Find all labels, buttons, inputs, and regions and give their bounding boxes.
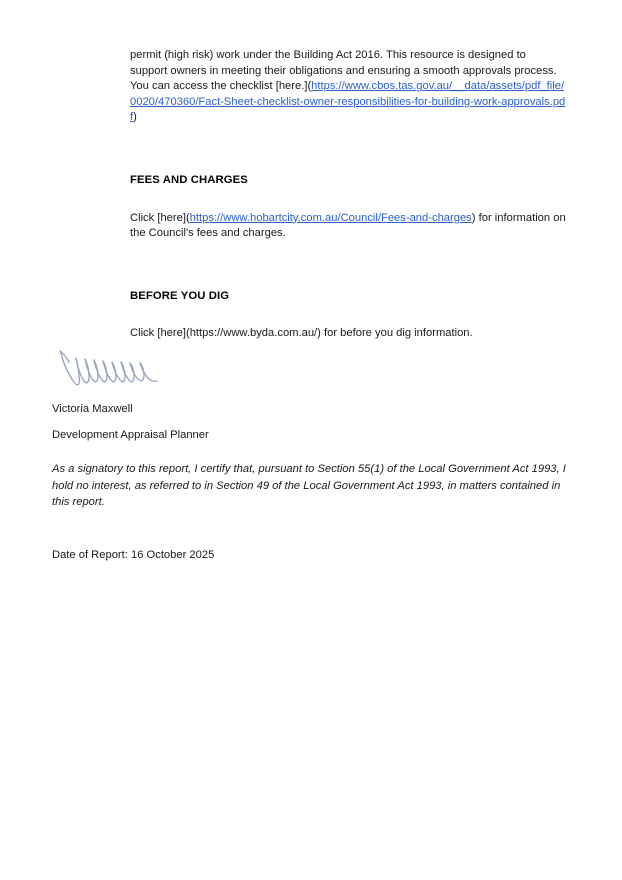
fees-paragraph-text: Click [here]( bbox=[130, 211, 190, 224]
body-content-column bbox=[130, 48, 566, 342]
heading-spacer bbox=[130, 304, 566, 326]
heading-spacer bbox=[130, 189, 566, 211]
checklist-fact-sheet-link[interactable]: https://www.cbos.tas.gov.au/__data/assets/pdf_file/0020/470360/Fact-Sheet-checklist-owner-responsibilities-for-building-work-approvals.pdf bbox=[130, 80, 566, 124]
signature-block bbox=[52, 344, 582, 564]
council-fees-and-charges-link[interactable]: https://www.hobartcity.com.au/Council/Fees-and-charges bbox=[189, 211, 472, 224]
handwritten-signature-icon bbox=[58, 344, 163, 392]
signatory-title: Development Appraisal Planner bbox=[52, 428, 209, 441]
byda-paragraph-text: Click [here]( bbox=[130, 327, 190, 340]
byda-paragraph-text-tail: ) for before you dig information. bbox=[317, 327, 473, 340]
intro-paragraph-text: permit (high risk) work under the Building Act 2016. This resource is designed to support owners in meeting their obligations and ensuring a smooth approvals process. You can access the checklist [here.]( bbox=[130, 49, 557, 93]
intro-paragraph-text-tail: ) bbox=[133, 111, 137, 124]
byda-url-text: https://www.byda.com.au/ bbox=[189, 327, 318, 340]
signatory-name: Victoria Maxwell bbox=[52, 403, 133, 415]
fees-paragraph-text-tail: ) for information on the Council's fees and charges. bbox=[130, 211, 566, 240]
fees-and-charges-paragraph bbox=[130, 211, 566, 242]
intro-paragraph bbox=[130, 48, 566, 126]
heading-before-you-dig: BEFORE YOU DIG bbox=[130, 289, 230, 302]
before-you-dig-paragraph bbox=[130, 326, 566, 342]
heading-fees-and-charges: FEES AND CHARGES bbox=[130, 173, 248, 186]
section-spacer bbox=[130, 242, 566, 289]
section-spacer bbox=[130, 126, 566, 173]
date-of-report: Date of Report: 16 October 2025 bbox=[52, 549, 215, 562]
certification-statement: As a signatory to this report, I certify that, pursuant to Section 55(1) of the Local Government Act 1993, I hold no interest, as referred to in Section 49 of the Local Government Act 1993, in matters contained in this report. bbox=[52, 463, 566, 508]
